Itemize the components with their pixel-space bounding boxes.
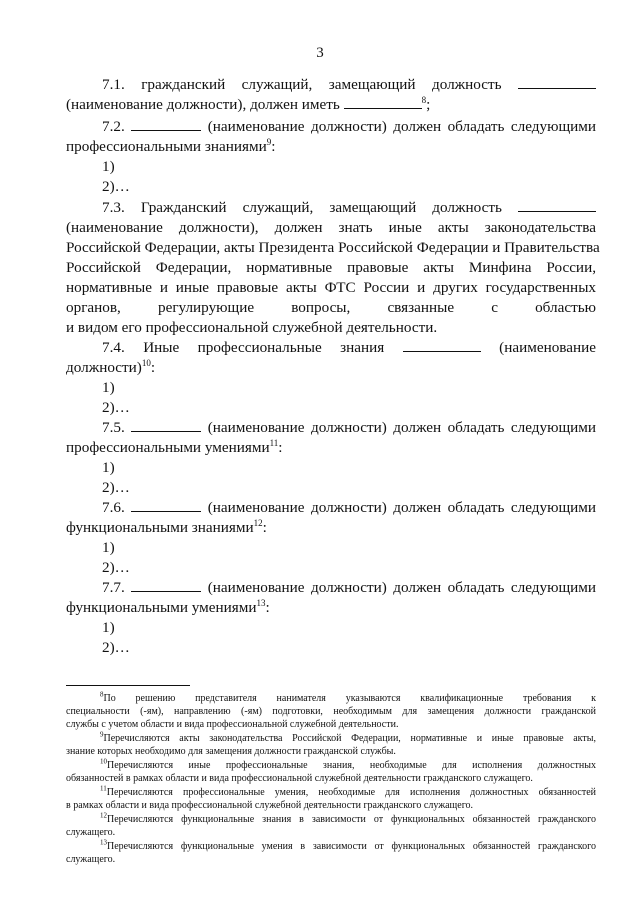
footnote-12-line-2: служащего.	[66, 827, 116, 838]
list-item: 1)	[102, 459, 115, 476]
item-7-3-line-7: и видом его профессиональной служебной деятельности.	[66, 319, 438, 336]
item-7-2-line-1: 7.2. (наименование должности) должен обладать следующими	[102, 118, 597, 135]
blank-field[interactable]	[131, 118, 201, 131]
footnote-ref: 12	[253, 517, 263, 528]
item-7-5-line-1: 7.5. (наименование должности) должен обладать следующими	[102, 419, 597, 436]
list-item: 1)	[102, 539, 115, 556]
list-item: 1)	[102, 158, 115, 175]
footnote-divider	[66, 685, 190, 686]
item-7-7-line-2: функциональными умениями$^{13}$:	[66, 597, 270, 616]
footnote-ref: 11	[269, 437, 279, 448]
footnote-10-line-2: обязанностей в рамках области и вида профессиональной служебной деятельности гражданского служащего.	[66, 773, 533, 784]
list-item: 2)…	[102, 399, 130, 416]
blank-field[interactable]	[403, 339, 481, 352]
footnote-ref: 8	[421, 94, 427, 105]
list-item: 2)…	[102, 559, 130, 576]
list-item: 1)	[102, 379, 115, 396]
footnote-13-line-1: $^{13}$Перечисляются функциональные умения в зависимости от функциональных обязанностей гражданского	[100, 838, 596, 852]
footnote-ref: 13	[256, 597, 266, 608]
footnote-8-line-3: службы с учетом области и вида профессиональной служебной деятельности.	[66, 719, 399, 730]
item-7-4-line-1: 7.4. Иные профессиональные знания (наименование	[102, 339, 597, 356]
item-7-3-line-5: нормативные и иные правовые акты ФТС России и других государственных	[66, 279, 596, 296]
footnote-ref: 9	[266, 136, 272, 147]
item-7-6-line-2: функциональными знаниями$^{12}$:	[66, 517, 267, 536]
item-7-3-line-3: Российской Федерации, акты Президента Российской Федерации и Правительства	[66, 239, 600, 256]
item-7-4-line-2: должности)$^{10}$:	[66, 357, 156, 376]
item-7-7-line-1: 7.7. (наименование должности) должен обладать следующими	[102, 579, 597, 596]
item-7-3-line-6: органов, регулирующие вопросы, связанные с областью	[66, 299, 596, 316]
list-item: 2)…	[102, 639, 130, 656]
footnote-8-line-1: $^8$По решению представителя нанимателя указываются квалификационные требования к	[100, 690, 596, 704]
list-item: 2)…	[102, 178, 130, 195]
footnote-12-line-1: $^{12}$Перечисляются функциональные знания в зависимости от функциональных обязанностей гражданского	[100, 811, 596, 825]
blank-field[interactable]	[131, 419, 201, 432]
page-number: 3	[316, 45, 324, 61]
footnote-9-line-1: $^9$Перечисляются акты законодательства Российской Федерации, нормативные и иные правовые акты,	[100, 730, 596, 744]
item-7-6-line-1: 7.6. (наименование должности) должен обладать следующими	[102, 499, 597, 516]
footnote-10-line-1: $^{10}$Перечисляются иные профессиональные знания, необходимые для исполнения должностных	[100, 757, 596, 771]
footnote-ref: 10	[141, 357, 151, 368]
footnote-9-line-2: знание которых необходимо для замещения должности гражданской службы.	[66, 746, 396, 757]
item-7-2-line-2: профессиональными знаниями$^9$:	[66, 136, 276, 155]
item-7-3-line-1: 7.3. Гражданский служащий, замещающий должность	[66, 198, 596, 218]
blank-field[interactable]	[131, 579, 201, 592]
list-item: 1)	[102, 619, 115, 636]
item-7-3-line-2: (наименование должности), должен знать иные акты законодательства	[66, 219, 596, 236]
blank-field[interactable]	[131, 499, 201, 512]
footnote-8-line-2: специальности (-ям), направлению (-ям) подготовки, необходимым для замещения должности гражданской	[66, 706, 596, 717]
item-7-5-line-2: профессиональными умениями$^{11}$:	[66, 437, 283, 456]
item-7-3-line-4: Российской Федерации, нормативные правовые акты Минфина России,	[66, 259, 596, 276]
blank-field[interactable]	[344, 96, 422, 109]
blank-field[interactable]	[518, 199, 596, 212]
blank-field[interactable]	[518, 76, 596, 89]
list-item: 2)…	[102, 479, 130, 496]
footnote-11-line-1: $^{11}$Перечисляются профессиональные умения, необходимые для исполнения должностных обязанностей	[100, 784, 596, 798]
footnote-13-line-2: служащего.	[66, 854, 116, 865]
footnote-11-line-2: в рамках области и вида профессиональной служебной деятельности гражданского служащего.	[66, 800, 474, 811]
item-7-1-line-2: (наименование должности), должен иметь $^8$;	[66, 94, 431, 113]
item-7-1-line-1: 7.1. гражданский служащий, замещающий должность	[66, 75, 596, 95]
